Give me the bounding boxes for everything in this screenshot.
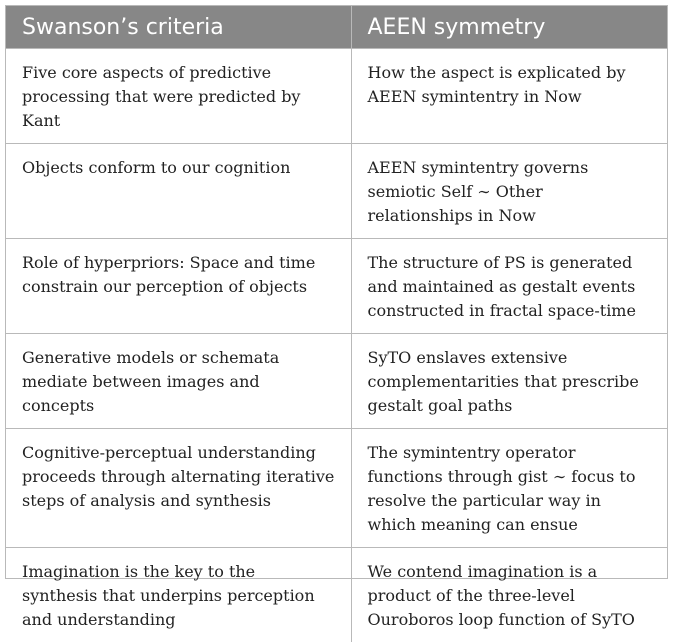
table-body: [6, 49, 667, 642]
aeen-cell: We contend imagination is a product of the three-level Ouroboros loop function of SyTO: [351, 548, 667, 642]
table-row: [6, 239, 667, 334]
criteria-cell: Imagination is the key to the synthesis that underpins perception and understanding: [6, 548, 351, 642]
criteria-cell: Objects conform to our cognition: [6, 144, 351, 239]
aeen-cell: How the aspect is explicated by AEEN symintentry in Now: [351, 49, 667, 144]
header-swanson-criteria: Swanson’s criteria: [6, 6, 351, 49]
header-aeen-symmetry: AEEN symmetry: [351, 6, 667, 49]
table-row: [6, 548, 667, 642]
aeen-cell: AEEN symintentry governs semiotic Self ∼ Other relationships in Now: [351, 144, 667, 239]
table-row: [6, 144, 667, 239]
table-row: [6, 334, 667, 429]
criteria-cell: Role of hyperpriors: Space and time constrain our perception of objects: [6, 239, 351, 334]
table-header: [6, 6, 667, 49]
aeen-cell: The symintentry operator functions through gist ∼ focus to resolve the particular way in which meaning can ensue: [351, 429, 667, 548]
aeen-cell: The structure of PS is generated and maintained as gestalt events constructed in fractal space-time: [351, 239, 667, 334]
table-row: [6, 49, 667, 144]
comparison-table: [6, 6, 667, 642]
criteria-cell: Cognitive-perceptual understanding proceeds through alternating iterative steps of analysis and synthesis: [6, 429, 351, 548]
criteria-cell: Generative models or schemata mediate between images and concepts: [6, 334, 351, 429]
criteria-cell: Five core aspects of predictive processing that were predicted by Kant: [6, 49, 351, 144]
header-row: [6, 6, 667, 49]
aeen-cell: SyTO enslaves extensive complementarities that prescribe gestalt goal paths: [351, 334, 667, 429]
table-row: [6, 429, 667, 548]
comparison-table-container: [5, 5, 668, 579]
